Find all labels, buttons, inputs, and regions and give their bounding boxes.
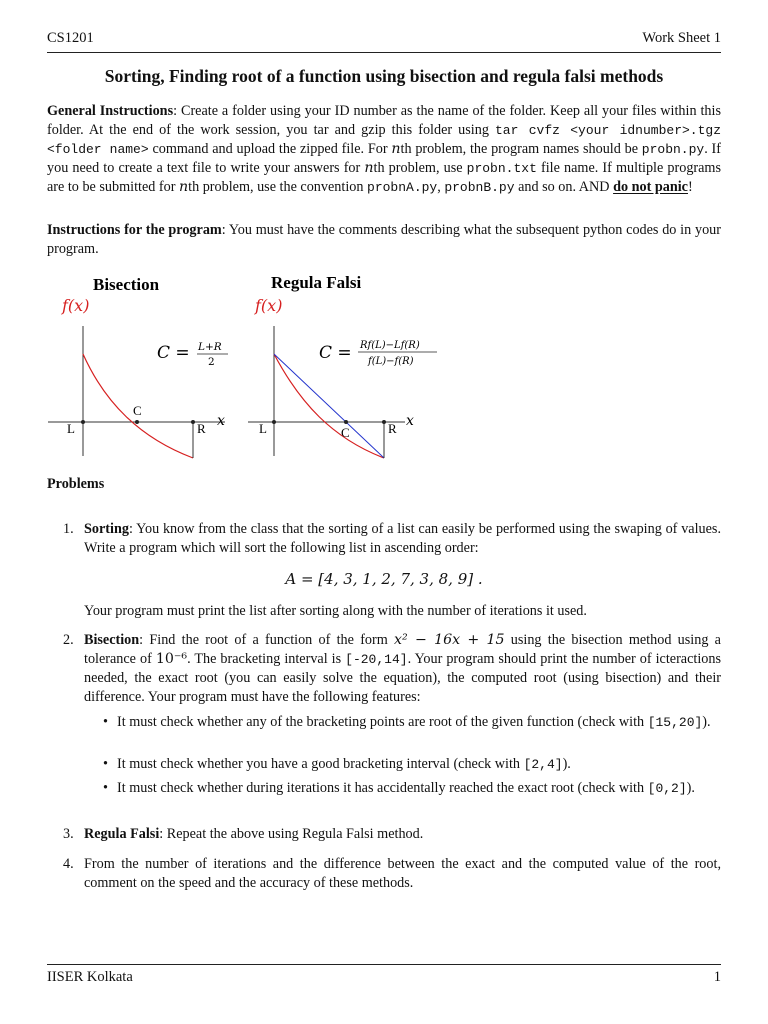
n-var: n	[391, 141, 401, 157]
bullet-code: [15,20]	[647, 715, 703, 730]
problem-text: : Repeat the above using Regula Falsi method.	[159, 826, 424, 842]
program-instructions	[47, 221, 721, 259]
bisection-fx-label: f(x)	[62, 296, 90, 315]
regula-r-label: R	[388, 421, 397, 436]
regula-x-label: x	[406, 413, 414, 429]
problem-label: Regula Falsi	[84, 826, 160, 842]
probn-txt: probn.txt	[466, 161, 537, 176]
problem-2	[63, 631, 721, 707]
tar-command: tar cvfz <your idnumber>.tgz <folder name>	[47, 123, 721, 157]
program-label: Instructions for the program	[47, 222, 222, 238]
header-rule	[47, 52, 721, 53]
general-text-10: !	[687, 179, 693, 195]
bisection-formula-lhs: C =	[157, 343, 190, 363]
problem-1-after: Your program must print the list after sorting along with the number of iterations it used.	[84, 603, 587, 619]
footer-rule	[47, 964, 721, 965]
program-text: : You must have the comments describing what the subsequent python codes do in your program.	[47, 222, 721, 257]
problem-text: From the number of iterations and the difference between the exact and the computed value of the root, comment on the speed and the accuracy of these methods.	[84, 856, 721, 891]
bullet-dot: •	[103, 714, 108, 730]
problem-4	[63, 855, 721, 893]
list-item	[103, 779, 721, 798]
general-label: General Instructions	[47, 103, 174, 119]
n-var: n	[364, 160, 374, 176]
bullet-text: It must check whether during iterations it has accidentally reached the exact root (check with	[117, 780, 648, 796]
bisection-formula-den: 2	[208, 356, 215, 368]
bullet-end: ).	[686, 780, 695, 796]
bullet-dot: •	[103, 756, 108, 772]
regula-formula-lhs: C =	[319, 343, 352, 363]
bisection-x-label: x	[217, 413, 225, 429]
regula-fx-label: f(x)	[255, 296, 283, 315]
problems-heading: Problems	[47, 476, 105, 492]
general-text-5: th problem, use	[373, 160, 467, 176]
general-text-8: ,	[437, 179, 445, 195]
methods-figure	[40, 268, 440, 468]
problem-number: 1.	[63, 521, 74, 537]
list-item	[103, 713, 721, 732]
general-text-1: : Create a folder using your ID number as the name of the folder. Keep all your files within this folder. At the end of the work session, you tar and gzip this folder using	[47, 103, 721, 138]
n-var: n	[178, 179, 189, 195]
problem-number: 4.	[63, 856, 74, 872]
general-text-6: file name. If multiple programs are to be submitted for	[47, 160, 721, 195]
bisection-formula-num: L+R	[198, 341, 222, 353]
footer-institute: IISER Kolkata	[47, 969, 133, 985]
bisection-c-label: C	[133, 403, 142, 418]
header-course: CS1201	[47, 30, 94, 46]
regula-l-label: L	[259, 421, 267, 436]
bisection-title: Bisection	[93, 275, 160, 294]
bullet-text: It must check whether any of the bracketing points are root of the given function (check with	[117, 714, 648, 730]
bullet-dot: •	[103, 780, 108, 796]
problem-text-4: . Your program should print the number of icteractions needed, the exact root (you can easily solve the equation), the computed root (using bisection) and their difference. Your program must have the following features:	[84, 651, 721, 705]
bisection-point-c	[135, 420, 139, 424]
bullet-end: ).	[702, 714, 711, 730]
problem-text-1: : Find the root of a function of the form	[139, 632, 395, 648]
list-equation: A = [4, 3, 1, 2, 7, 3, 8, 9] .	[285, 570, 483, 588]
regula-point-c	[344, 420, 348, 424]
function-expr: x² − 16x + 15	[394, 632, 505, 648]
regula-point-l	[272, 420, 276, 424]
problem-number: 3.	[63, 826, 74, 842]
tolerance: 10⁻⁶	[155, 651, 188, 667]
general-text-7: th problem, use the convention	[188, 179, 368, 195]
problem-text-2: using the bisection method using a tolerance of	[84, 632, 721, 667]
probnA-py: probnA.py	[367, 180, 438, 195]
general-text-3: th problem, the program names should be	[400, 141, 642, 157]
do-not-panic: do not panic	[613, 179, 688, 195]
bisection-point-l	[81, 420, 85, 424]
general-text-2: command and upload the zipped file. For	[148, 141, 392, 157]
general-text-9: and so on. AND	[514, 179, 614, 195]
probnB-py: probnB.py	[444, 180, 515, 195]
list-item	[103, 755, 721, 774]
regula-chord	[274, 354, 384, 458]
bracket-interval: [-20,14]	[345, 652, 408, 667]
page-title: Sorting, Finding root of a function using bisection and regula falsi methods	[104, 66, 664, 86]
problem-label: Bisection	[84, 632, 140, 648]
problem-1	[63, 520, 721, 558]
regula-formula-den: f(L)−f(R)	[368, 356, 414, 367]
header-sheet: Work Sheet 1	[642, 30, 721, 46]
bisection-point-r	[191, 420, 195, 424]
page-number: 1	[713, 969, 721, 985]
problem-text-3: . The bracketing interval is	[187, 651, 346, 667]
bullet-end: ).	[562, 756, 571, 772]
regula-formula-num: Rf(L)−Lf(R)	[360, 340, 420, 351]
regula-title: Regula Falsi	[271, 273, 362, 292]
problem-label: Sorting	[84, 521, 129, 537]
bisection-l-label: L	[67, 421, 75, 436]
problem-text: : You know from the class that the sorting of a list can easily be performed using the swaping of values. Write a program which will sort the following list in ascending order:	[84, 521, 721, 556]
probn-py: probn.py	[641, 142, 705, 157]
regula-point-r	[382, 420, 386, 424]
general-instructions	[47, 102, 721, 197]
bullet-code: [0,2]	[647, 781, 687, 796]
bisection-r-label: R	[197, 421, 206, 436]
bullet-code: [2,4]	[523, 757, 563, 772]
general-text-4: . If you need to create a text file to write your answers for	[47, 141, 722, 176]
problem-3	[63, 825, 721, 844]
regula-c-label: C	[341, 425, 350, 440]
problem-number: 2.	[63, 632, 74, 648]
bullet-text: It must check whether you have a good bracketing interval (check with	[117, 756, 524, 772]
